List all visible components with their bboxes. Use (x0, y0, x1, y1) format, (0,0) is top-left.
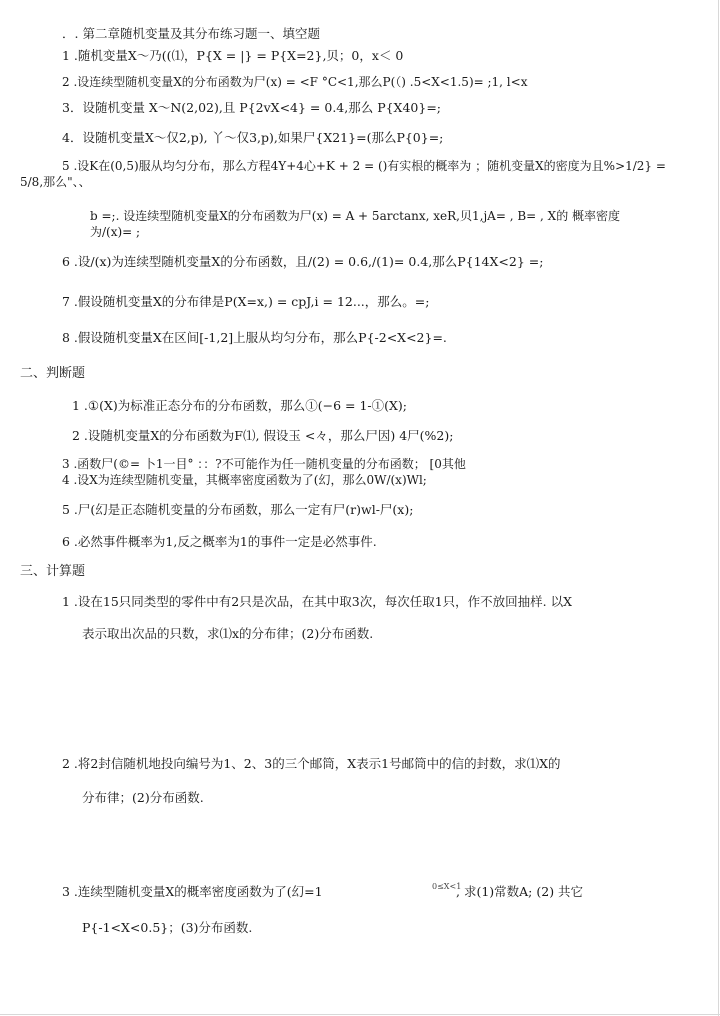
section-heading-calculation: 三、计算题 (20, 564, 86, 579)
calc-question-3-tail: , 求(1)常数A; (2) 共它 (456, 884, 584, 899)
calc-question-1-line-1: 1 .设在15只同类型的零件中有2只是次品，在其中取3次，每次任取1只，作不放回抽样. 以X (62, 594, 573, 609)
fill-question-6: 6 .设/(x)为连续型随机变量X的分布函数，且/(2) = 0.6,/(1)= 0.4,那么P{14X<2} =; (62, 254, 544, 269)
calc-question-2-line-2: 分布律；(2)分布函数. (82, 790, 204, 805)
judge-question-2: 2 .设随机变量X的分布函数为F⑴, 假设玉 <々，那么尸因) 4尸(%2); (72, 428, 454, 443)
fill-question-5-line-1: 5 .设K在(0,5)服从均匀分布，那么方程4Y+4心+K + 2 = ()有实根的概率为 ；随机变量X的密度为且%>1/2} = (62, 159, 666, 173)
page-edge-bottom (0, 1014, 720, 1015)
calc-question-1-line-2: 表示取出次品的只数，求⑴x的分布律；(2)分布函数. (82, 626, 374, 641)
fill-question-5-line-2: 5/8,那么"、、 (20, 175, 91, 189)
calc-question-3-line-1: 3 .连续型随机变量X的概率密度函数为了(幻=1 (62, 884, 323, 899)
calc-question-3-fragment: 0≤X<1 (432, 882, 462, 891)
fill-question-4: 4．设随机变量X～仅2,p), 丫～仅3,p),如果尸{X21}=(那么P{0}=; (62, 130, 444, 145)
judge-question-1: 1 .①(X)为标准正态分布的分布函数，那么①(−6 = 1-①(X); (72, 398, 408, 413)
fill-question-7: 7 .假设随机变量X的分布律是P(X=x,) = cpJ,i = 12...，那么。=; (62, 294, 430, 309)
judge-question-4: 4 .设X为连续型随机变量，其概率密度函数为了(幻，那么0W/(x)Wl; (62, 473, 427, 487)
fill-question-8: 8 .假设随机变量X在区间[-1,2]上服从均匀分布，那么P{-2<X<2}=. (62, 330, 447, 345)
chapter-title-line: ．. 第二章随机变量及其分布练习题一、填空题 (62, 26, 320, 41)
fill-question-2: 2 .设连续型随机变量X的分布函数为尸(x) = <F °C<1,那么P(（) .5<X<1.5)= ;1, l<x (62, 75, 528, 89)
fill-question-b-line-2: 为/(x)= ; (90, 225, 141, 239)
judge-question-5: 5 .尸(幻是正态随机变量的分布函数，那么一定有尸(r)wl-尸(x); (62, 502, 414, 517)
judge-question-3: 3 .函数尸(©= 卜1一目° ：：?不可能作为任一随机变量的分布函数； [0其他 (62, 457, 466, 471)
page-edge-right (718, 0, 719, 1016)
calc-question-2-line-1: 2 .将2封信随机地投向编号为1、2、3的三个邮筒，X表示1号邮筒中的信的封数，求⑴X的 (62, 756, 561, 771)
calc-question-3-line-2: P{-1<X<0.5}；(3)分布函数. (82, 920, 253, 935)
fill-question-b-line-1: b =;. 设连续型随机变量X的分布函数为尸(x) = A + 5arctanx, xeR,贝1,jA= , B= , X的 概率密度 (90, 209, 621, 223)
fill-question-1: 1 .随机变量X～乃((⑴，P{X = |} = P{X=2},贝；0，x＜ 0 (62, 48, 404, 63)
fill-question-3: 3．设随机变量 X～N(2,02),且 P{2vX<4} = 0.4,那么 P{X40}=; (62, 100, 442, 115)
judge-question-6: 6 .必然事件概率为1,反之概率为1的事件一定是必然事件. (62, 534, 377, 549)
section-heading-judgement: 二、判断题 (20, 366, 86, 381)
